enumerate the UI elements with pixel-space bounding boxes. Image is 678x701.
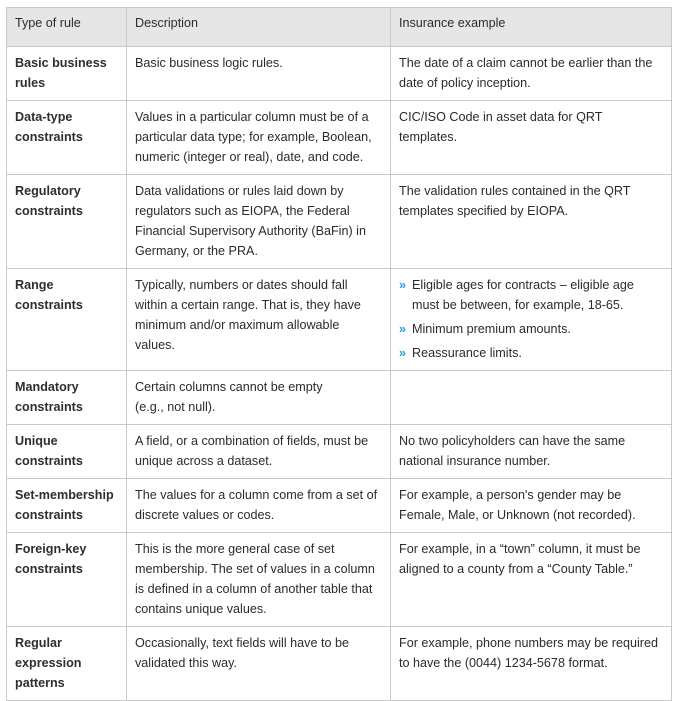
description-cell: Typically, numbers or dates should fall within a certain range. That is, they have minimum and/or maximum allowable values.: [127, 269, 391, 371]
rules-table: [6, 7, 672, 701]
list-item: [399, 275, 663, 315]
rule-type-cell: Unique constraints: [7, 425, 127, 479]
rule-type-cell: Basic business rules: [7, 47, 127, 101]
table-row: [7, 175, 672, 269]
table-row: [7, 479, 672, 533]
description-cell: [127, 371, 391, 425]
double-chevron-bullet-icon: »: [399, 278, 407, 292]
list-item: [399, 343, 663, 363]
rules-table-container: [6, 7, 671, 701]
example-cell: No two policyholders can have the same national insurance number.: [391, 425, 672, 479]
example-bullet-list: [399, 275, 663, 363]
example-cell: [391, 269, 672, 371]
table-row: [7, 533, 672, 627]
rule-type-cell: Range constraints: [7, 269, 127, 371]
description-cell: Values in a particular column must be of a particular data type; for example, Boolean, numeric (integer or real), date, and code.: [127, 101, 391, 175]
description-line: Certain columns cannot be empty: [135, 380, 323, 394]
double-chevron-bullet-icon: »: [399, 346, 407, 360]
table-row: [7, 627, 672, 701]
example-cell: CIC/ISO Code in asset data for QRT templates.: [391, 101, 672, 175]
double-chevron-bullet-icon: »: [399, 322, 407, 336]
rule-type-cell: Mandatory constraints: [7, 371, 127, 425]
rule-type-cell: Data-type constraints: [7, 101, 127, 175]
example-cell: For example, in a “town” column, it must be aligned to a county from a “County Table.”: [391, 533, 672, 627]
description-cell: The values for a column come from a set of discrete values or codes.: [127, 479, 391, 533]
table-body: [7, 47, 672, 701]
header-description: Description: [127, 8, 391, 47]
example-cell: The date of a claim cannot be earlier than the date of policy inception.: [391, 47, 672, 101]
table-row: [7, 425, 672, 479]
rule-type-cell: Regular expression patterns: [7, 627, 127, 701]
description-cell: Occasionally, text fields will have to be validated this way.: [127, 627, 391, 701]
example-cell: The validation rules contained in the QRT templates specified by EIOPA.: [391, 175, 672, 269]
description-cell: This is the more general case of set membership. The set of values in a column is defined in a column of another table that contains unique values.: [127, 533, 391, 627]
example-cell: For example, phone numbers may be required to have the (0044) 1234-5678 format.: [391, 627, 672, 701]
header-type-of-rule: Type of rule: [7, 8, 127, 47]
table-row: [7, 101, 672, 175]
header-row: [7, 8, 672, 47]
list-item: [399, 319, 663, 339]
list-item-text: Eligible ages for contracts – eligible age must be between, for example, 18-65.: [412, 278, 634, 312]
example-cell: For example, a person's gender may be Female, Male, or Unknown (not recorded).: [391, 479, 672, 533]
list-item-text: Minimum premium amounts.: [412, 322, 571, 336]
rule-type-cell: Foreign-key constraints: [7, 533, 127, 627]
table-row: [7, 371, 672, 425]
table-row: [7, 47, 672, 101]
rule-type-cell: Regulatory constraints: [7, 175, 127, 269]
description-cell: Basic business logic rules.: [127, 47, 391, 101]
list-item-text: Reassurance limits.: [412, 346, 522, 360]
example-cell: [391, 371, 672, 425]
description-cell: A field, or a combination of fields, must be unique across a dataset.: [127, 425, 391, 479]
header-insurance-example: Insurance example: [391, 8, 672, 47]
description-cell: Data validations or rules laid down by regulators such as EIOPA, the Federal Financial Supervisory Authority (BaFin) in Germany, or the PRA.: [127, 175, 391, 269]
rule-type-cell: Set-membership constraints: [7, 479, 127, 533]
table-row: [7, 269, 672, 371]
table-header: [7, 8, 672, 47]
description-line: (e.g., not null).: [135, 400, 216, 414]
